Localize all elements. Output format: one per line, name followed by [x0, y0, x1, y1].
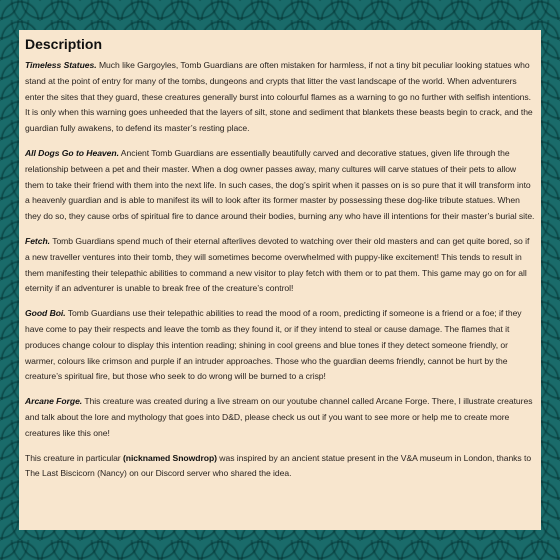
credit-text-start: This creature in particular [25, 452, 123, 463]
paragraph-body: Tomb Guardians spend much of their eternal afterlives devoted to watching over their old masters and can get quite bored, so if a new traveller ventures into their tomb, they will sometimes become overwhelmed with puppy-like excitement! This tends to result in them manifesting their telepathic abilities to command a new visitor to play fetch with them or to pat them. This game may go on for all eternity if an adventurer is unable to break free of the creature’s control! [25, 235, 530, 294]
paragraph-body: Tomb Guardians use their telepathic abilities to read the mood of a room, predicting if someone is a friend or a foe; if they have come to pay their respects and leave the tomb as they found it, or if they intend to steal or cause damage. The flames that it produces change colour to display this intention reading; shining in cool greens and blue tones if they detect someone friendly, or warmer, colours like crimson and purple if an intruder approaches. Those who the guardian deems friendly, cannot be hurt by the creature’s spiritual fire, but those who seek to do wrong will be burned to a crisp! [25, 308, 522, 382]
paragraph-timeless-statues [25, 58, 535, 137]
paragraph-heading: Arcane Forge. [25, 396, 83, 407]
paragraph-body: Ancient Tomb Guardians are essentially beautifully carved and decorative statues, given life through the relationship between a pet and their master. When a dog owner passes away, many cultures will carve statues of their pets to allow them to take their friend with them into the next life. In such cases, the dog’s spirit when it passes on is so pure that it will transform into a heavenly guardian and is able to manifest its will to look after its former master by possessing these dog-like tribute statues. When they do so, they cause orbs of spiritual fire to dance around their bodies, burning any who have ill intentions for their master’s burial site. [25, 147, 535, 222]
paragraph-good-boi [25, 306, 535, 385]
paragraph-heading: Fetch. [25, 235, 51, 246]
paragraph-fetch [25, 234, 535, 297]
page-title: Description [25, 36, 103, 52]
paragraph-body: This creature was created during a live stream on our youtube channel called Arcane Forge. There, I illustrate creatures and talk about the lore and mythology that goes into D&D, please check us out if you want to see more or help me to create more creatures like this one! [25, 396, 533, 438]
description-panel [19, 30, 541, 530]
paragraph-heading: All Dogs Go to Heaven. [25, 147, 119, 158]
paragraph-body: Much like Gargoyles, Tomb Guardians are often mistaken for harmless, if not a tiny bit peculiar looking statues who stand at the point of entry for many of the tombs, dungeons and crypts that litter the vast landscape of the world. When adventurers enter the sites that they guard, these creatures generally burst into colourful flames as a warning to go no further with selfish intentions. It is only when this warning goes unheeded that the layers of silt, stone and sediment that blankets these beasts begin to crack, and the guardian fully awakens, to defend its master’s resting place. [25, 60, 533, 134]
credit-text-end: was inspired by an ancient statue present in the V&A museum in London, thanks to The Last Biscicorn (Nancy) on our Discord server who shared the idea. [25, 452, 532, 479]
paragraph-heading: Timeless Statues. [25, 60, 97, 70]
credit-nickname: (nicknamed Snowdrop) [122, 452, 217, 463]
paragraph-heading: Good Boi. [25, 308, 66, 319]
paragraph-credit [25, 451, 535, 483]
paragraph-arcane-forge [25, 394, 535, 441]
paragraph-all-dogs-go-to-heaven [25, 146, 535, 225]
